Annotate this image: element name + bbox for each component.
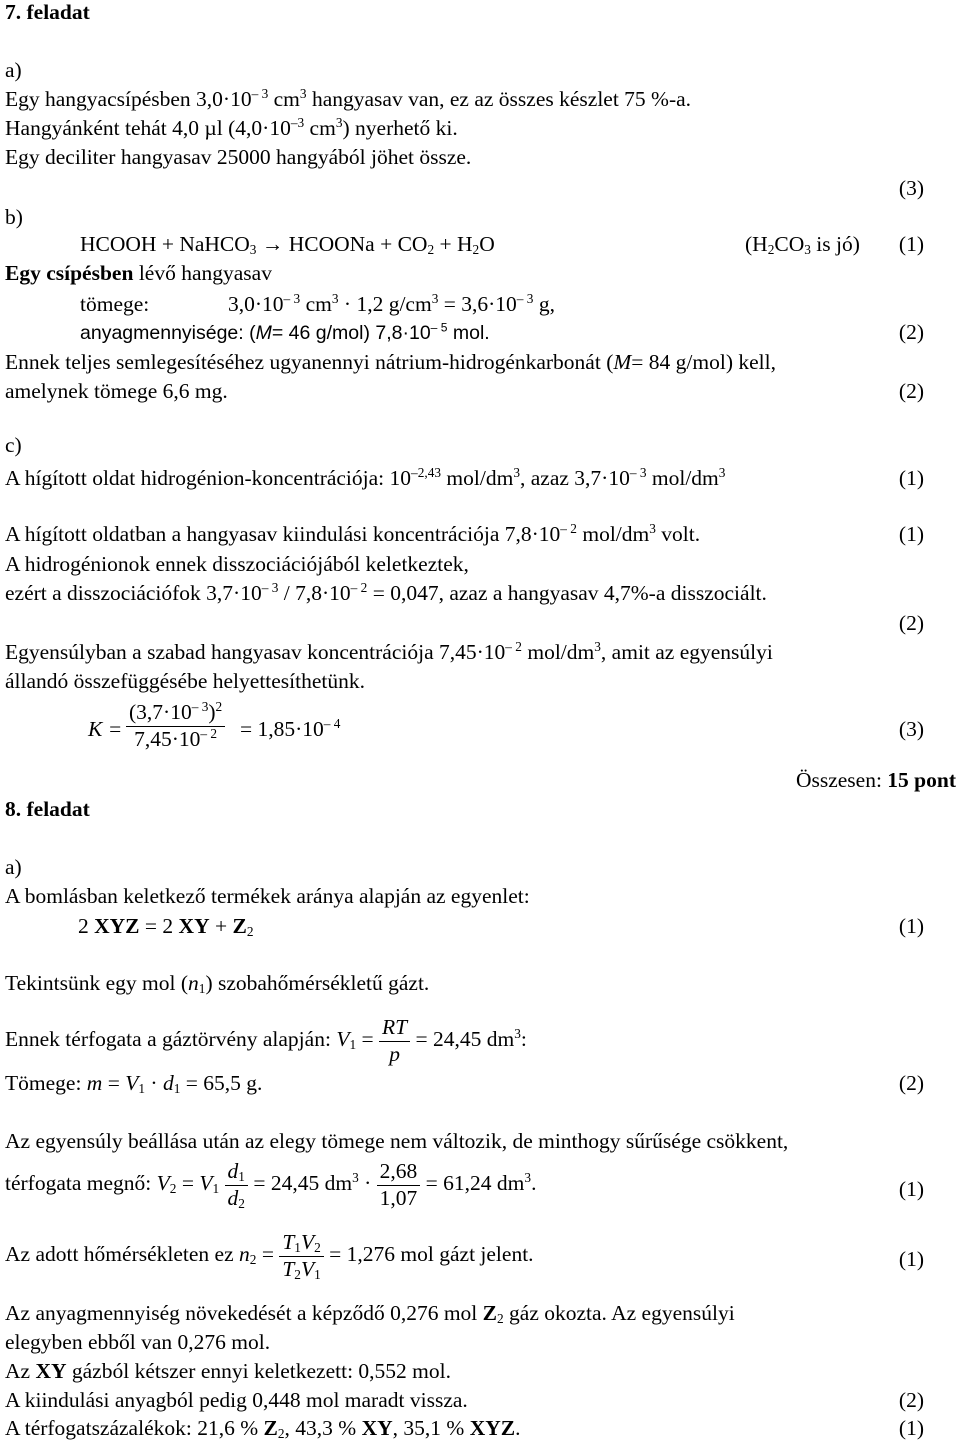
score: (2): [898, 611, 924, 635]
value-ratio-fraction: $\frac{2,68}{1,07}$: [377, 1159, 421, 1212]
mass-calc: $3,0\cdot 10^{- 3}$ $cm^3 \cdot 1,2$ $g/cm^3 = 3,6\cdot 10^{- 3}$ g,: [228, 290, 555, 316]
amount-change-line: Az adott hőmérsékleten ez $n_2$ = $\frac{T_1V_2}{T_2V_1}$ = 1,276 mol gázt jelent.: [5, 1230, 534, 1282]
text-line: Egy deciliter hangyasav 25000 hangyából jöhet össze.: [5, 145, 472, 169]
part-a-label: a): [5, 58, 22, 82]
equilibrium-constant-result: = $1,85\cdot 10^{- 4}$: [240, 715, 341, 741]
text-line: Az egyensúly beállása után az elegy tömege nem változik, de minthogy sűrűsége csökkent,: [5, 1129, 789, 1153]
part-b-label: b): [5, 205, 23, 229]
score: (2): [898, 1388, 924, 1412]
temperature-volume-fraction: $\frac{T_1V_2}{T_2V_1}$: [279, 1230, 323, 1283]
text-line: Ennek teljes semlegesítéséhez ugyanennyi nátrium-hidrogénkarbonát (M= 84 g/mol) kell,: [5, 350, 776, 374]
text-line: Tekintsünk egy mol $(n_1)$ szobahőmérsékletű gázt.: [5, 971, 430, 996]
task-8-title: 8. feladat: [5, 797, 90, 821]
score: (1): [898, 466, 924, 490]
text-line: Tömege: $m = V_1 \cdot d_1 = 65,5$ g.: [5, 1071, 263, 1096]
score: (1): [898, 1247, 924, 1271]
volume-line: Ennek térfogata a gáztörvény alapján: $V_1$ = $\frac{RT}{p}$ = 24,45 $dm^3$:: [5, 1015, 527, 1066]
score: (1): [898, 1416, 924, 1440]
text-line: Egy hangyacsípésben $3,0\cdot 10^{- 3}$ $cm^3$ hangyasav van, ez az összes készlet 75 %-a.: [5, 85, 692, 111]
score: (3): [898, 176, 924, 200]
equilibrium-constant-label: K =: [88, 717, 123, 741]
score: (1): [898, 522, 924, 546]
text-line: Egy csípésben lévő hangyasav: [5, 261, 272, 285]
reaction-equation: HCOOH + NaHCO$_3$ → HCOONa + $CO_2 + H_2O$: [80, 232, 495, 257]
text-line: A bomlásban keletkező termékek aránya alapján az egyenlet:: [5, 884, 530, 908]
text-line: állandó összefüggésébe helyettesíthetünk.: [5, 669, 366, 693]
text-line: A kiindulási anyagból pedig 0,448 mol maradt vissza.: [5, 1388, 468, 1412]
text-line: Az anyagmennyiség növekedését a képződő 0,276 mol $Z_2$ gáz okozta. Az egyensúlyi: [5, 1301, 735, 1326]
text-line: A térfogatszázalékok: 21,6 % $Z_2$, 43,3 % XY, 35,1 % XYZ.: [5, 1416, 521, 1441]
mass-label: tömege:: [80, 292, 150, 316]
score: (2): [898, 379, 924, 403]
score: (1): [898, 914, 924, 938]
score: (2): [898, 1071, 924, 1095]
density-ratio-fraction: $\frac{d_1}{d_2}$: [225, 1159, 248, 1212]
score: (1): [898, 232, 924, 256]
text-line: Az XY gázból kétszer ennyi keletkezett: 0,552 mol.: [5, 1359, 451, 1383]
text-line: Hangyánként tehát 4,0 µl ($4,0\cdot 10^{-3}$ $cm^3$) nyerhető ki.: [5, 114, 458, 140]
fraction-denominator: $7,45\cdot 10^{- 2}$: [126, 726, 225, 753]
decomposition-equation: 2 XYZ = 2 XY + $Z_2$: [78, 914, 254, 939]
text-line: ezért a disszociációfok $3,7\cdot 10^{- 3} / 7,8\cdot 10^{- 2} = 0,047$, azaz a hangyasav 4,7%-a disszociált.: [5, 579, 767, 605]
part-c-label: c): [5, 433, 22, 457]
text-line: A hígított oldat hidrogénion-koncentrációja: $10^{-2,43}$ mol/$dm^3$, azaz $3,7\cdot 10^{- 3}$ mol/$dm^3$: [5, 464, 726, 490]
text-line: A hígított oldatban a hangyasav kiindulási koncentrációja $7,8\cdot 10^{- 2}$ mol/$dm^3$ volt.: [5, 520, 701, 546]
score: (1): [898, 1177, 924, 1201]
fraction-numerator: $(3,7\cdot 10^{- 3})^2$: [129, 698, 223, 724]
text-line: Egyensúlyban a szabad hangyasav koncentrációja $7,45\cdot 10^{- 2}$ mol/$dm^3$, amit az egyensúlyi: [5, 638, 773, 664]
part-a-label: a): [5, 855, 22, 879]
volume-change-line: térfogata megnő: $V_2 = V_1$ $\frac{d_1}{d_2}$ = 24,45 $dm^3$ · $\frac{2,68}{1,07}$ = 61,24 $dm^3$.: [5, 1159, 537, 1211]
total-score: Összesen: 15 pont: [795, 768, 956, 792]
text-line: A hidrogénionok ennek disszociációjából keletkeztek,: [5, 552, 469, 576]
score: (3): [898, 717, 924, 741]
gas-law-fraction: $\frac{RT}{p}$: [379, 1015, 410, 1068]
equation-note: ($H_2CO_3$ is jó): [745, 232, 860, 257]
text-line: elegyben ebből van 0,276 mol.: [5, 1330, 271, 1354]
score: (2): [898, 320, 924, 344]
equilibrium-constant-fraction: [126, 700, 225, 753]
amount-calc: anyagmennyisége: (M= 46 g/mol) $7,8\cdot 10^{- 5}$ mol.: [80, 320, 490, 344]
task-7-title: 7. feladat: [5, 0, 90, 24]
text-line: amelynek tömege 6,6 mg.: [5, 379, 228, 403]
